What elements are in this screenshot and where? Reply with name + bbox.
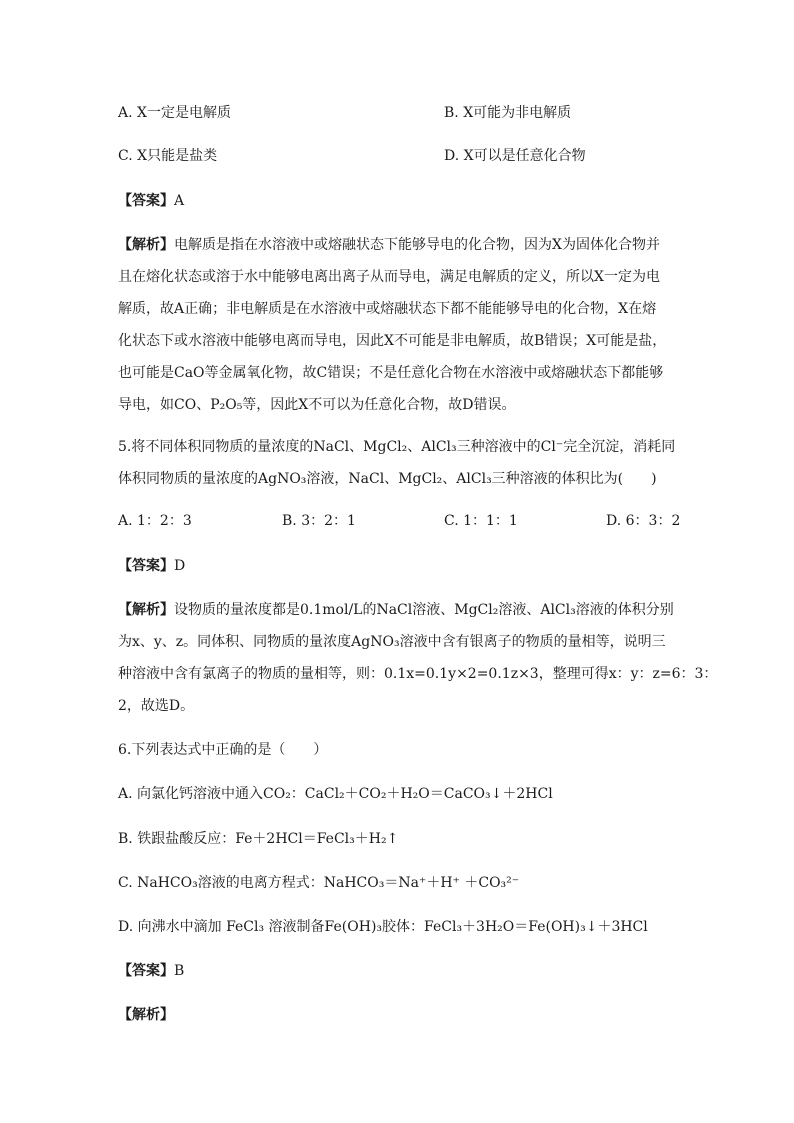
q5-analysis-line: 为x、y、z。同体积、同物质的量浓度AgNO₃溶液中含有银离子的物质的量相等，说明三 — [118, 634, 666, 650]
analysis-label: 【解析】 — [118, 237, 174, 253]
answer-label: 【答案】 — [118, 558, 174, 574]
analysis-label: 【解析】 — [118, 602, 174, 618]
q4-analysis-line: 也可能是CaO等金属氧化物，故C错误；不是任意化合物在水溶液中或熔融状态下都能够 — [118, 365, 664, 381]
q6-stem: 6.下列表达式中正确的是（ ） — [118, 742, 328, 758]
q5-analysis — [118, 594, 718, 722]
q5-stem-line: 体积同物质的量浓度的AgNO₃溶液，NaCl、MgCl₂、AlCl₃三种溶液的体积比为( ) — [118, 471, 657, 487]
q6-option-c: C. NaHCO₃溶液的电离方程式：NaHCO₃＝Na⁺＋H⁺ ＋CO₃²⁻ — [118, 875, 520, 891]
q5-option-c: C. 1：1：1 — [444, 513, 518, 529]
q4-analysis-line: 解质，故A正确；非电解质是在水溶液中或熔融状态下都不能能够导电的化合物，X在熔 — [118, 301, 657, 317]
q5-stem-line: 5.将不同体积同物质的量浓度的NaCl、MgCl₂、AlCl₃三种溶液中的Cl⁻完全沉淀，消耗同 — [118, 439, 676, 455]
q5-analysis-line: 2，故选D。 — [118, 698, 195, 714]
q6-option-d: D. 向沸水中滴加 FeCl₃ 溶液制备Fe(OH)₃胶体：FeCl₃＋3H₂O＝Fe(OH)₃↓＋3HCl — [118, 919, 648, 935]
q4-analysis-line: 导电，如CO、P₂O₅等，因此X不可以为任意化合物，故D错误。 — [118, 397, 516, 413]
q5-analysis-line: 种溶液中含有氯离子的物质的量相等，则：0.1x=0.1y×2=0.1z×3，整理可得x：y：z=6：3： — [118, 666, 718, 682]
q6-answer — [118, 962, 184, 980]
q6-answer-value: B — [174, 963, 185, 979]
q5-stem — [118, 431, 678, 495]
q4-analysis-line: 化状态下或水溶液中能够电离而导电，因此X不可能是非电解质，故B错误；X可能是盐， — [118, 333, 667, 349]
q6-option-b: B. 铁跟盐酸反应：Fe＋2HCl＝FeCl₃＋H₂↑ — [118, 831, 399, 847]
q6-option-a: A. 向氯化钙溶液中通入CO₂：CaCl₂＋CO₂＋H₂O＝CaCO₃↓＋2HCl — [118, 786, 553, 802]
q5-option-b: B. 3：2：1 — [282, 513, 356, 529]
q4-option-d: D. X可以是任意化合物 — [444, 148, 586, 164]
q4-answer-value: A — [174, 193, 185, 209]
answer-label: 【答案】 — [118, 193, 174, 209]
q4-answer — [118, 192, 184, 210]
q5-analysis-line: 【解析】设物质的量浓度都是0.1mol/L的NaCl溶液、MgCl₂溶液、AlCl₃溶液的体积分别 — [118, 602, 674, 618]
q5-option-d: D. 6：3：2 — [606, 513, 681, 529]
q5-answer — [118, 557, 185, 575]
q6-analysis-label: 【解析】 — [118, 1007, 174, 1023]
q4-analysis — [118, 229, 678, 421]
answer-label: 【答案】 — [118, 963, 174, 979]
q5-answer-value: D — [174, 558, 186, 574]
q5-option-a: A. 1：2：3 — [118, 513, 192, 529]
q4-analysis-line: 且在熔化状态或溶于水中能够电离出离子从而导电，满足电解质的定义，所以X一定为电 — [118, 269, 660, 285]
q4-option-b: B. X可能为非电解质 — [444, 105, 572, 121]
q4-option-a: A. X一定是电解质 — [118, 105, 231, 121]
q4-analysis-line: 【解析】电解质是指在水溶液中或熔融状态下能够导电的化合物，因为X为固体化合物并 — [118, 237, 660, 253]
q4-option-c: C. X只能是盐类 — [118, 148, 218, 164]
